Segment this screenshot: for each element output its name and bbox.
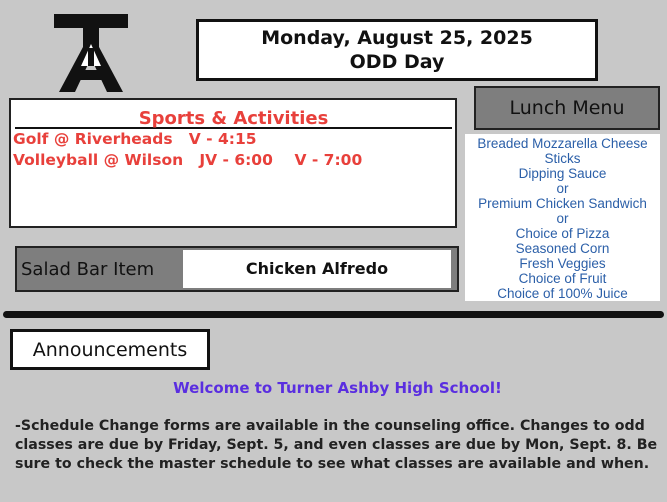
salad-bar-value: Chicken Alfredo [183, 250, 451, 288]
lunch-menu-list [465, 134, 660, 301]
lunch-item: Sticks [544, 151, 581, 166]
day-type-text: ODD Day [349, 51, 445, 73]
sports-event: Golf @ Riverheads V - 4:15 [13, 130, 257, 148]
announcement-text: -Schedule Change forms are available in the counseling office. Changes to odd classes are due by Friday, Sept. 5, and even classes are due by Mon, Sept. 8. Be sure to check the master schedule to see what classes are available and when. [15, 418, 658, 472]
date-text: Monday, August 25, 2025 [261, 27, 533, 49]
sports-title: Sports & Activities [15, 107, 452, 129]
section-divider [3, 311, 664, 318]
salad-bar-panel [15, 246, 459, 292]
lunch-item: Choice of Fruit [518, 271, 607, 286]
lunch-item: Choice of Pizza [515, 226, 610, 241]
lunch-item: or [556, 181, 569, 196]
announcements-title: Announcements [10, 329, 210, 370]
welcome-message: Welcome to Turner Ashby High School! [173, 379, 502, 397]
lunch-item: or [556, 211, 569, 226]
date-header [196, 19, 598, 81]
lunch-item: Seasoned Corn [515, 241, 610, 256]
lunch-menu-title: Lunch Menu [474, 86, 660, 130]
sports-event: Volleyball @ Wilson JV - 6:00 V - 7:00 [13, 151, 363, 169]
lunch-item: Choice of 100% Juice [497, 286, 628, 301]
lunch-item: Fresh Veggies [519, 256, 606, 271]
lunch-item: Breaded Mozzarella Cheese [477, 136, 648, 151]
salad-bar-label: Salad Bar Item [21, 259, 155, 280]
lunch-item: Premium Chicken Sandwich [478, 196, 647, 211]
ta-logo-icon [50, 12, 132, 94]
sports-activities-panel [9, 98, 457, 228]
lunch-item: Dipping Sauce [518, 166, 607, 181]
